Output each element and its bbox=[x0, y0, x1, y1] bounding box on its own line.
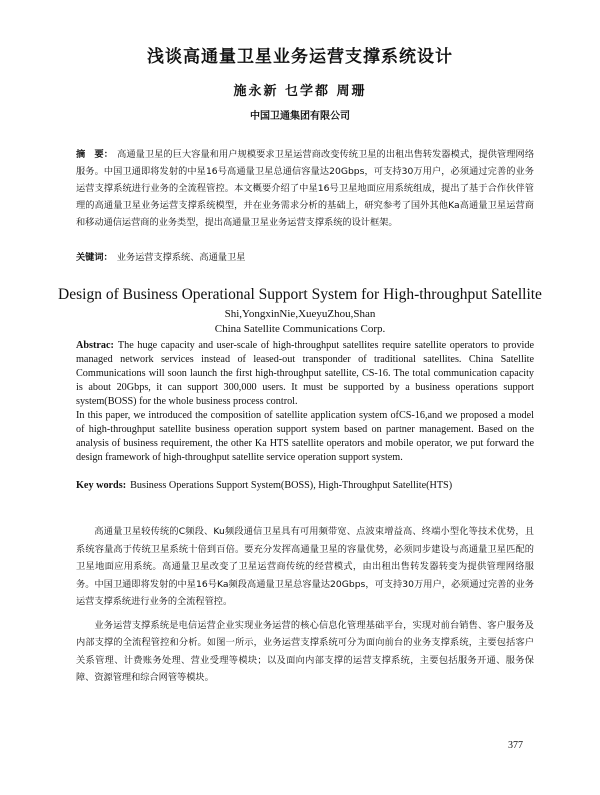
chinese-keywords-text: 业务运营支撑系统、高通量卫星 bbox=[116, 252, 246, 263]
english-abstract-paragraph-1 bbox=[76, 339, 534, 409]
english-title: Design of Business Operational Support System for High-throughput Satellite bbox=[58, 286, 542, 303]
chinese-title: 浅谈高通量卫星业务运营支撑系统设计 bbox=[147, 47, 453, 67]
body-paragraph-2: 业务运营支撑系统是电信运营企业实现业务运营的核心信息化管理基础平台，实现对前台销售、客户服务及内部支撑的全流程管控和分析。如图一所示，业务运营支撑系统可分为面向前台的业务支撑系统，主要包括客户关系管理、计费账务处理、营业受理等模块；以及面向内部支撑的运营支撑系统，主要包括服务开通、服务保障、资源管理和综合网管等模块。 bbox=[76, 619, 534, 683]
english-keywords bbox=[76, 480, 534, 491]
chinese-abstract bbox=[76, 146, 534, 231]
chinese-abstract-text: 高通量卫星的巨大容量和用户规模要求卫星运营商改变传统卫星的出租出售转发器模式，提供管理网络服务。中国卫通即将发射的中星16号高通量卫星总通信容量达20Gbps，可支持30万用户，必须通过完善的业务运营支撑系统进行业务的全流程管控。本文概要介绍了中星16号卫星地面应用系统组成，提出了基于合作伙伴管理的高通量卫星业务运营支撑系统模型，并在业务需求分析的基础上，研究参考了国外其他Ka高通量卫星运营商和移动通信运营商的业务类型，提出高通量卫星业务运营支撑系统的设计框架。 bbox=[76, 149, 535, 228]
chinese-keywords bbox=[76, 249, 534, 263]
english-keywords-text: Business Operations Support System(BOSS), High-Throughput Satellite(HTS) bbox=[130, 480, 453, 491]
english-abstract bbox=[76, 339, 534, 465]
body-paragraph-1: 高通量卫星较传统的C频段、Ku频段通信卫星具有可用频带宽、点波束增益高、终端小型化等技术优势，且系统容量高于传统卫星系统十倍到百倍。要充分发挥高通量卫星的容量优势，必须同步建设与高通量卫星匹配的卫星地面应用系统。高通量卫星改变了卫星运营商传统的经营模式，由出租出售转发器转变为提供管理网络服务。中国卫通即将发射的中星16号Ka频段高通量卫星总容量达20Gbps，可支持30万用户，必须通过完善的业务运营支撑系统进行业务的全流程管控。 bbox=[76, 526, 534, 607]
chinese-abstract-label: 摘 要： bbox=[76, 149, 114, 160]
chinese-authors: 施永新 乜学都 周珊 bbox=[233, 84, 367, 99]
body-text bbox=[76, 523, 534, 693]
english-affiliation: China Satellite Communications Corp. bbox=[214, 323, 386, 335]
english-keywords-label: Key words: bbox=[76, 480, 127, 491]
english-abstract-text-1: The huge capacity and user-scale of high-throughput satellites require satellite operators to provide managed network services instead of leased-out transponder of traditional satellites. China Satellite Communications will soon launch the first high-throughput satellite, CS-16. The total communication capacity is about 20Gbps, it can support 300,000 users. It must be supported by a business operations support system(BOSS) for the whole business process control. bbox=[76, 340, 534, 407]
page-number: 377 bbox=[508, 740, 523, 751]
chinese-keywords-label: 关键词： bbox=[76, 252, 113, 263]
english-authors: Shi,YongxinNie,XueyuZhou,Shan bbox=[224, 308, 376, 320]
english-abstract-label: Abstrac: bbox=[76, 340, 114, 351]
english-abstract-paragraph-2: In this paper, we introduced the composition of satellite application system ofCS-16,and we proposed a model of high-throughput satellite business operation support system based on partner management. Based on the analysis of business requirement, the other Ka HTS satellite operators and mobile operator, we put forward the design framework of high-throughput satellite service operation support system. bbox=[76, 410, 534, 463]
chinese-affiliation: 中国卫通集团有限公司 bbox=[250, 111, 350, 122]
